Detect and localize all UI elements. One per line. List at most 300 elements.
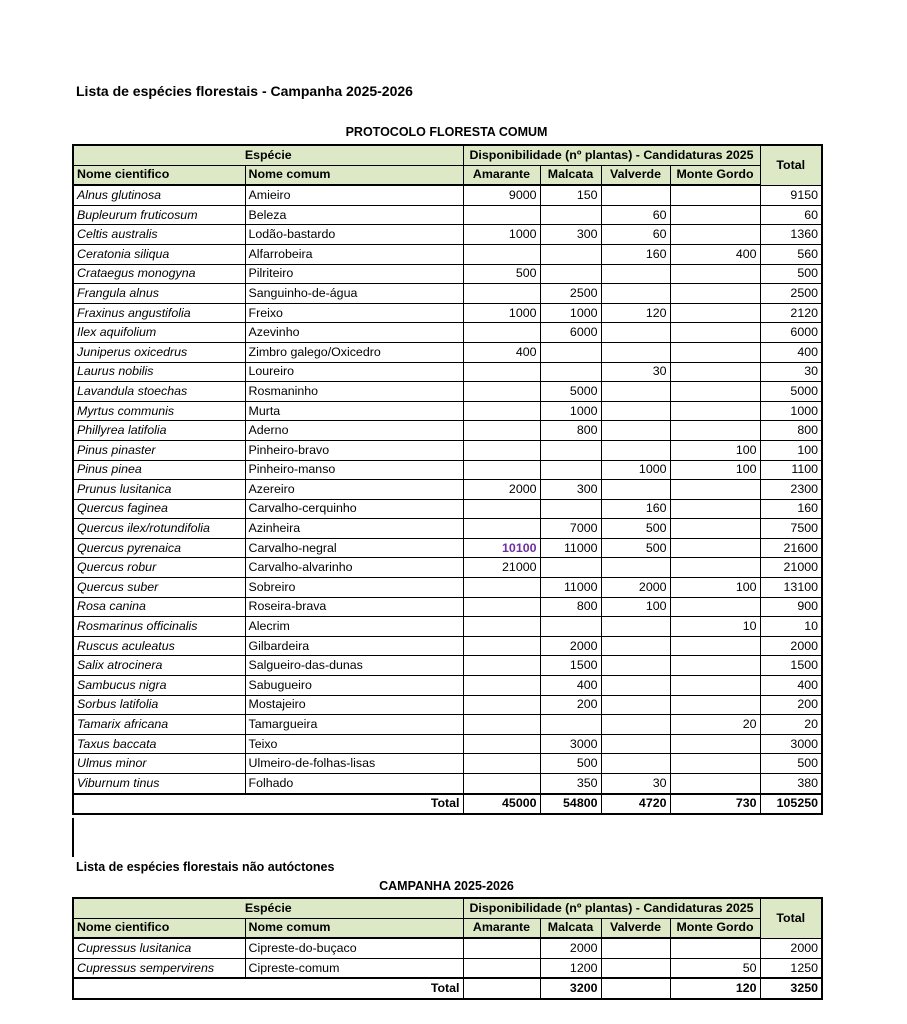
malcata-cell: 350 bbox=[540, 774, 601, 794]
table-row bbox=[73, 499, 822, 519]
common-name-cell: Alecrim bbox=[245, 617, 463, 637]
header-nome-comum: Nome comum bbox=[245, 918, 463, 938]
total-cell: 7500 bbox=[760, 519, 822, 539]
table-row bbox=[73, 342, 822, 362]
total-cell: 21600 bbox=[760, 538, 822, 558]
malcata-cell: 150 bbox=[540, 185, 601, 205]
malcata-cell: 2500 bbox=[540, 284, 601, 304]
malcata-cell bbox=[540, 362, 601, 382]
malcata-cell: 200 bbox=[540, 695, 601, 715]
amarante-cell: 500 bbox=[463, 264, 540, 284]
total-cell: 6000 bbox=[760, 323, 822, 343]
table-row bbox=[73, 440, 822, 460]
scientific-name-cell: Sorbus latifolia bbox=[73, 695, 245, 715]
amarante-cell bbox=[463, 460, 540, 480]
scientific-name-cell: Rosmarinus officinalis bbox=[73, 617, 245, 637]
common-name-cell: Carvalho-alvarinho bbox=[245, 558, 463, 578]
total-cell: 900 bbox=[760, 597, 822, 617]
monte-gordo-cell: 10 bbox=[670, 617, 760, 637]
total-malcata-cell: 3200 bbox=[540, 978, 601, 999]
total-cell: 20 bbox=[760, 715, 822, 735]
monte-gordo-cell: 50 bbox=[670, 958, 760, 978]
malcata-cell: 6000 bbox=[540, 323, 601, 343]
amarante-cell bbox=[463, 499, 540, 519]
common-name-cell: Pinheiro-bravo bbox=[245, 440, 463, 460]
scientific-name-cell: Ilex aquifolium bbox=[73, 323, 245, 343]
monte-gordo-cell bbox=[670, 480, 760, 500]
scientific-name-cell: Ceratonia siliqua bbox=[73, 244, 245, 264]
valverde-cell bbox=[601, 715, 670, 735]
scientific-name-cell: Laurus nobilis bbox=[73, 362, 245, 382]
amarante-cell bbox=[463, 597, 540, 617]
table-row bbox=[73, 185, 822, 205]
amarante-cell bbox=[463, 205, 540, 225]
table-row bbox=[73, 958, 822, 978]
total-cell: 2120 bbox=[760, 303, 822, 323]
valverde-cell: 120 bbox=[601, 303, 670, 323]
header-especie: Espécie bbox=[73, 145, 463, 165]
monte-gordo-cell bbox=[670, 538, 760, 558]
table-row bbox=[73, 401, 822, 421]
total-cell: 3000 bbox=[760, 734, 822, 754]
malcata-cell: 5000 bbox=[540, 382, 601, 402]
header-total: Total bbox=[760, 145, 822, 185]
common-name-cell: Cipreste-comum bbox=[245, 958, 463, 978]
amarante-cell bbox=[463, 774, 540, 794]
scientific-name-cell: Fraxinus angustifolia bbox=[73, 303, 245, 323]
common-name-cell: Tamargueira bbox=[245, 715, 463, 735]
amarante-cell bbox=[463, 617, 540, 637]
monte-gordo-cell: 100 bbox=[670, 460, 760, 480]
header-malcata: Malcata bbox=[540, 918, 601, 938]
table-row bbox=[73, 578, 822, 598]
total-cell: 560 bbox=[760, 244, 822, 264]
common-name-cell: Sobreiro bbox=[245, 578, 463, 598]
amarante-cell: 21000 bbox=[463, 558, 540, 578]
malcata-cell: 1500 bbox=[540, 656, 601, 676]
header-valverde: Valverde bbox=[601, 165, 670, 185]
common-name-cell: Alfarrobeira bbox=[245, 244, 463, 264]
total-cell: 2300 bbox=[760, 480, 822, 500]
table-row bbox=[73, 362, 822, 382]
total-valverde-cell: 4720 bbox=[601, 794, 670, 815]
total-label: Total bbox=[73, 978, 463, 999]
table-row bbox=[73, 205, 822, 225]
monte-gordo-cell bbox=[670, 205, 760, 225]
table-row bbox=[73, 754, 822, 774]
total-cell: 5000 bbox=[760, 382, 822, 402]
total-cell: 160 bbox=[760, 499, 822, 519]
total-cell: 400 bbox=[760, 676, 822, 696]
malcata-cell bbox=[540, 617, 601, 637]
amarante-cell bbox=[463, 382, 540, 402]
amarante-cell bbox=[463, 323, 540, 343]
total-cell: 500 bbox=[760, 264, 822, 284]
total-monte-gordo-cell: 730 bbox=[670, 794, 760, 815]
header-monte-gordo: Monte Gordo bbox=[670, 165, 760, 185]
page-title: Lista de espécies florestais - Campanha 2025-2026 bbox=[76, 83, 413, 99]
total-cell: 500 bbox=[760, 754, 822, 774]
common-name-cell: Azevinho bbox=[245, 323, 463, 343]
amarante-cell bbox=[463, 938, 540, 958]
table-row bbox=[73, 676, 822, 696]
table-row bbox=[73, 303, 822, 323]
monte-gordo-cell bbox=[670, 558, 760, 578]
total-amarante-cell: 45000 bbox=[463, 794, 540, 815]
total-label: Total bbox=[73, 794, 463, 815]
valverde-cell bbox=[601, 421, 670, 441]
malcata-cell: 2000 bbox=[540, 938, 601, 958]
malcata-cell bbox=[540, 440, 601, 460]
monte-gordo-cell: 100 bbox=[670, 578, 760, 598]
monte-gordo-cell bbox=[670, 185, 760, 205]
valverde-cell bbox=[601, 734, 670, 754]
valverde-cell: 160 bbox=[601, 244, 670, 264]
amarante-cell: 9000 bbox=[463, 185, 540, 205]
non-native-species-table bbox=[72, 897, 823, 1000]
table-row bbox=[73, 636, 822, 656]
amarante-cell: 400 bbox=[463, 342, 540, 362]
monte-gordo-cell bbox=[670, 362, 760, 382]
malcata-cell: 2000 bbox=[540, 636, 601, 656]
table-row bbox=[73, 715, 822, 735]
table2-title: Lista de espécies florestais não autóctones bbox=[76, 860, 335, 874]
common-name-cell: Carvalho-cerquinho bbox=[245, 499, 463, 519]
table-row bbox=[73, 734, 822, 754]
malcata-cell bbox=[540, 264, 601, 284]
valverde-cell bbox=[601, 938, 670, 958]
malcata-cell bbox=[540, 244, 601, 264]
monte-gordo-cell bbox=[670, 323, 760, 343]
scientific-name-cell: Viburnum tinus bbox=[73, 774, 245, 794]
scientific-name-cell: Quercus pyrenaica bbox=[73, 538, 245, 558]
total-row bbox=[73, 978, 822, 999]
total-cell: 2000 bbox=[760, 636, 822, 656]
malcata-cell bbox=[540, 558, 601, 578]
valverde-cell bbox=[601, 401, 670, 421]
common-name-cell: Aderno bbox=[245, 421, 463, 441]
scientific-name-cell: Sambucus nigra bbox=[73, 676, 245, 696]
amarante-cell bbox=[463, 244, 540, 264]
total-cell: 1500 bbox=[760, 656, 822, 676]
total-cell: 13100 bbox=[760, 578, 822, 598]
table-row bbox=[73, 421, 822, 441]
header-monte-gordo: Monte Gordo bbox=[670, 918, 760, 938]
common-name-cell: Lodão-bastardo bbox=[245, 225, 463, 245]
amarante-cell: 2000 bbox=[463, 480, 540, 500]
total-cell: 800 bbox=[760, 421, 822, 441]
malcata-cell: 400 bbox=[540, 676, 601, 696]
monte-gordo-cell bbox=[670, 519, 760, 539]
malcata-cell: 300 bbox=[540, 225, 601, 245]
common-name-cell: Azinheira bbox=[245, 519, 463, 539]
monte-gordo-cell: 20 bbox=[670, 715, 760, 735]
monte-gordo-cell bbox=[670, 421, 760, 441]
amarante-cell bbox=[463, 734, 540, 754]
valverde-cell bbox=[601, 440, 670, 460]
valverde-cell: 30 bbox=[601, 774, 670, 794]
malcata-cell: 800 bbox=[540, 597, 601, 617]
total-total-cell: 105250 bbox=[760, 794, 822, 815]
table-row bbox=[73, 382, 822, 402]
valverde-cell bbox=[601, 676, 670, 696]
scientific-name-cell: Quercus ilex/rotundifolia bbox=[73, 519, 245, 539]
scientific-name-cell: Frangula alnus bbox=[73, 284, 245, 304]
header-malcata: Malcata bbox=[540, 165, 601, 185]
common-name-cell: Salgueiro-das-dunas bbox=[245, 656, 463, 676]
valverde-cell bbox=[601, 695, 670, 715]
amarante-cell bbox=[463, 284, 540, 304]
valverde-cell bbox=[601, 754, 670, 774]
table1-caption: PROTOCOLO FLORESTA COMUM bbox=[345, 125, 548, 139]
total-cell: 1000 bbox=[760, 401, 822, 421]
total-monte-gordo-cell: 120 bbox=[670, 978, 760, 999]
malcata-cell bbox=[540, 499, 601, 519]
valverde-cell: 1000 bbox=[601, 460, 670, 480]
common-name-cell: Gilbardeira bbox=[245, 636, 463, 656]
common-name-cell: Azereiro bbox=[245, 480, 463, 500]
amarante-cell bbox=[463, 440, 540, 460]
table-row bbox=[73, 774, 822, 794]
valverde-cell bbox=[601, 656, 670, 676]
common-name-cell: Rosmaninho bbox=[245, 382, 463, 402]
malcata-cell: 300 bbox=[540, 480, 601, 500]
monte-gordo-cell bbox=[670, 656, 760, 676]
header-amarante: Amarante bbox=[463, 918, 540, 938]
amarante-cell bbox=[463, 676, 540, 696]
monte-gordo-cell bbox=[670, 499, 760, 519]
malcata-cell: 1000 bbox=[540, 303, 601, 323]
monte-gordo-cell bbox=[670, 774, 760, 794]
malcata-cell: 1000 bbox=[540, 401, 601, 421]
header-nome-comum: Nome comum bbox=[245, 165, 463, 185]
valverde-cell: 60 bbox=[601, 225, 670, 245]
valverde-cell: 500 bbox=[601, 538, 670, 558]
total-cell: 400 bbox=[760, 342, 822, 362]
scientific-name-cell: Crataegus monogyna bbox=[73, 264, 245, 284]
valverde-cell bbox=[601, 264, 670, 284]
total-row bbox=[73, 794, 822, 815]
amarante-cell bbox=[463, 958, 540, 978]
malcata-cell: 800 bbox=[540, 421, 601, 441]
monte-gordo-cell bbox=[670, 264, 760, 284]
valverde-cell: 30 bbox=[601, 362, 670, 382]
header-valverde: Valverde bbox=[601, 918, 670, 938]
scientific-name-cell: Lavandula stoechas bbox=[73, 382, 245, 402]
total-malcata-cell: 54800 bbox=[540, 794, 601, 815]
monte-gordo-cell bbox=[670, 225, 760, 245]
common-name-cell: Mostajeiro bbox=[245, 695, 463, 715]
table-row bbox=[73, 538, 822, 558]
monte-gordo-cell bbox=[670, 734, 760, 754]
common-name-cell: Beleza bbox=[245, 205, 463, 225]
monte-gordo-cell bbox=[670, 676, 760, 696]
malcata-cell: 11000 bbox=[540, 538, 601, 558]
scientific-name-cell: Quercus suber bbox=[73, 578, 245, 598]
malcata-cell: 1200 bbox=[540, 958, 601, 978]
total-valverde-cell bbox=[601, 978, 670, 999]
malcata-cell: 500 bbox=[540, 754, 601, 774]
header-nome-cientifico: Nome cientifico bbox=[73, 165, 245, 185]
scientific-name-cell: Celtis australis bbox=[73, 225, 245, 245]
header-total: Total bbox=[760, 898, 822, 938]
table-row bbox=[73, 264, 822, 284]
table-row bbox=[73, 284, 822, 304]
monte-gordo-cell bbox=[670, 636, 760, 656]
scientific-name-cell: Cupressus lusitanica bbox=[73, 938, 245, 958]
species-table bbox=[72, 144, 823, 815]
common-name-cell: Ulmeiro-de-folhas-lisas bbox=[245, 754, 463, 774]
common-name-cell: Loureiro bbox=[245, 362, 463, 382]
scientific-name-cell: Taxus baccata bbox=[73, 734, 245, 754]
table-row bbox=[73, 519, 822, 539]
common-name-cell: Amieiro bbox=[245, 185, 463, 205]
total-cell: 2000 bbox=[760, 938, 822, 958]
valverde-cell bbox=[601, 480, 670, 500]
monte-gordo-cell bbox=[670, 597, 760, 617]
amarante-cell: 10100 bbox=[463, 538, 540, 558]
table-row bbox=[73, 617, 822, 637]
common-name-cell: Sanguinho-de-água bbox=[245, 284, 463, 304]
total-cell: 100 bbox=[760, 440, 822, 460]
malcata-cell: 11000 bbox=[540, 578, 601, 598]
total-cell: 380 bbox=[760, 774, 822, 794]
malcata-cell bbox=[540, 342, 601, 362]
table-row bbox=[73, 225, 822, 245]
amarante-cell bbox=[463, 715, 540, 735]
amarante-cell: 1000 bbox=[463, 225, 540, 245]
common-name-cell: Freixo bbox=[245, 303, 463, 323]
header-nome-cientifico: Nome cientifico bbox=[73, 918, 245, 938]
amarante-cell bbox=[463, 754, 540, 774]
valverde-cell: 60 bbox=[601, 205, 670, 225]
malcata-cell: 3000 bbox=[540, 734, 601, 754]
total-cell: 9150 bbox=[760, 185, 822, 205]
amarante-cell bbox=[463, 519, 540, 539]
scientific-name-cell: Ulmus minor bbox=[73, 754, 245, 774]
scientific-name-cell: Rosa canina bbox=[73, 597, 245, 617]
malcata-cell bbox=[540, 715, 601, 735]
malcata-cell: 7000 bbox=[540, 519, 601, 539]
amarante-cell bbox=[463, 656, 540, 676]
table-row bbox=[73, 480, 822, 500]
scientific-name-cell: Phillyrea latifolia bbox=[73, 421, 245, 441]
total-cell: 200 bbox=[760, 695, 822, 715]
scientific-name-cell: Myrtus communis bbox=[73, 401, 245, 421]
total-cell: 30 bbox=[760, 362, 822, 382]
total-amarante-cell bbox=[463, 978, 540, 999]
scientific-name-cell: Juniperus oxicedrus bbox=[73, 342, 245, 362]
monte-gordo-cell: 400 bbox=[670, 244, 760, 264]
table-side-line bbox=[72, 818, 74, 857]
header-disponibilidade: Disponibilidade (nº plantas) - Candidaturas 2025 bbox=[463, 898, 760, 918]
valverde-cell bbox=[601, 958, 670, 978]
scientific-name-cell: Salix atrocinera bbox=[73, 656, 245, 676]
amarante-cell bbox=[463, 578, 540, 598]
scientific-name-cell: Quercus faginea bbox=[73, 499, 245, 519]
table-row bbox=[73, 656, 822, 676]
common-name-cell: Zimbro galego/Oxicedro bbox=[245, 342, 463, 362]
total-total-cell: 3250 bbox=[760, 978, 822, 999]
scientific-name-cell: Alnus glutinosa bbox=[73, 185, 245, 205]
table-row bbox=[73, 244, 822, 264]
scientific-name-cell: Bupleurum fruticosum bbox=[73, 205, 245, 225]
amarante-cell bbox=[463, 421, 540, 441]
table2-caption: CAMPANHA 2025-2026 bbox=[379, 879, 514, 893]
amarante-cell bbox=[463, 695, 540, 715]
monte-gordo-cell bbox=[670, 382, 760, 402]
scientific-name-cell: Tamarix africana bbox=[73, 715, 245, 735]
table-row bbox=[73, 597, 822, 617]
monte-gordo-cell bbox=[670, 938, 760, 958]
amarante-cell: 1000 bbox=[463, 303, 540, 323]
total-cell: 2500 bbox=[760, 284, 822, 304]
header-disponibilidade: Disponibilidade (nº plantas) - Candidaturas 2025 bbox=[463, 145, 760, 165]
scientific-name-cell: Cupressus sempervirens bbox=[73, 958, 245, 978]
amarante-cell bbox=[463, 362, 540, 382]
table-row bbox=[73, 460, 822, 480]
valverde-cell: 100 bbox=[601, 597, 670, 617]
common-name-cell: Sabugueiro bbox=[245, 676, 463, 696]
monte-gordo-cell: 100 bbox=[670, 440, 760, 460]
common-name-cell: Pinheiro-manso bbox=[245, 460, 463, 480]
valverde-cell bbox=[601, 617, 670, 637]
valverde-cell bbox=[601, 185, 670, 205]
monte-gordo-cell bbox=[670, 401, 760, 421]
common-name-cell: Roseira-brava bbox=[245, 597, 463, 617]
common-name-cell: Folhado bbox=[245, 774, 463, 794]
total-cell: 21000 bbox=[760, 558, 822, 578]
valverde-cell bbox=[601, 342, 670, 362]
total-cell: 60 bbox=[760, 205, 822, 225]
scientific-name-cell: Pinus pinaster bbox=[73, 440, 245, 460]
common-name-cell: Carvalho-negral bbox=[245, 538, 463, 558]
amarante-cell bbox=[463, 636, 540, 656]
valverde-cell bbox=[601, 382, 670, 402]
total-cell: 1250 bbox=[760, 958, 822, 978]
scientific-name-cell: Quercus robur bbox=[73, 558, 245, 578]
common-name-cell: Pilriteiro bbox=[245, 264, 463, 284]
valverde-cell bbox=[601, 323, 670, 343]
common-name-cell: Cipreste-do-buçaco bbox=[245, 938, 463, 958]
malcata-cell bbox=[540, 205, 601, 225]
total-cell: 1100 bbox=[760, 460, 822, 480]
scientific-name-cell: Ruscus aculeatus bbox=[73, 636, 245, 656]
table-row bbox=[73, 323, 822, 343]
monte-gordo-cell bbox=[670, 284, 760, 304]
monte-gordo-cell bbox=[670, 695, 760, 715]
total-cell: 1360 bbox=[760, 225, 822, 245]
valverde-cell: 160 bbox=[601, 499, 670, 519]
header-especie: Espécie bbox=[73, 898, 463, 918]
table-row bbox=[73, 558, 822, 578]
table-row bbox=[73, 695, 822, 715]
valverde-cell bbox=[601, 636, 670, 656]
scientific-name-cell: Pinus pinea bbox=[73, 460, 245, 480]
monte-gordo-cell bbox=[670, 342, 760, 362]
valverde-cell bbox=[601, 284, 670, 304]
common-name-cell: Teixo bbox=[245, 734, 463, 754]
common-name-cell: Murta bbox=[245, 401, 463, 421]
scientific-name-cell: Prunus lusitanica bbox=[73, 480, 245, 500]
valverde-cell: 2000 bbox=[601, 578, 670, 598]
total-cell: 10 bbox=[760, 617, 822, 637]
table-row bbox=[73, 938, 822, 958]
valverde-cell: 500 bbox=[601, 519, 670, 539]
amarante-cell bbox=[463, 401, 540, 421]
monte-gordo-cell bbox=[670, 303, 760, 323]
header-amarante: Amarante bbox=[463, 165, 540, 185]
